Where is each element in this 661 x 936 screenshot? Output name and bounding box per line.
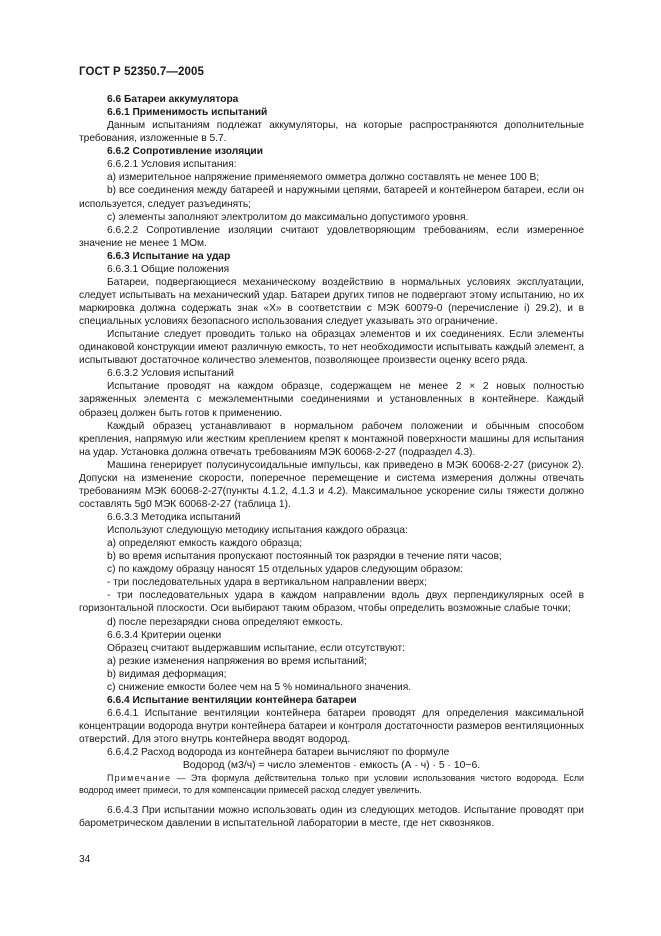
section-heading-6-6-3: 6.6.3 Испытание на удар bbox=[107, 250, 231, 262]
subsection-title: 6.6.3.3 Методика испытаний bbox=[107, 512, 241, 523]
list-item: c) по каждому образцу наносят 15 отдельных ударов следующим образом: bbox=[107, 564, 464, 576]
paragraph: Данным испытаниям подлежат аккумуляторы, на которые распространяются дополнительные требования, изложенные в 5.7. bbox=[79, 120, 584, 145]
list-item: c) снижение емкости более чем на 5 % номинального значения. bbox=[107, 681, 412, 693]
note bbox=[79, 772, 584, 796]
list-item: a) определяют емкость каждого образца; bbox=[107, 538, 303, 550]
paragraph: Образец считают выдержавшим испытание, если отсутствуют: bbox=[107, 642, 405, 654]
subsection-title: 6.6.3.4 Критерии оценки bbox=[107, 629, 222, 641]
list-item: b) видимая деформация; bbox=[107, 668, 227, 680]
list-item: c) элементы заполняют электролитом до максимально допустимого уровня. bbox=[107, 211, 469, 223]
list-item: a) измерительное напряжение применяемого омметра должно составлять не менее 100 В; bbox=[107, 172, 540, 184]
list-item: a) резкие изменения напряжения во время испытаний; bbox=[107, 655, 367, 667]
section-heading-6-6-4: 6.6.4 Испытание вентиляции контейнера батареи bbox=[107, 694, 357, 706]
list-item: b) все соединения между батареей и наружными цепями, батареей и контейнером батареи, если он используется, следует разъединять; bbox=[79, 185, 584, 210]
paragraph: 6.6.4.1 Испытание вентиляции контейнера батареи проводят для определения максимальной концентрации водорода внутри контейнера батареи и контроля достаточности размеров вентиляционных отверстий. Для этого внутрь контейнера вводят водород. bbox=[79, 707, 584, 746]
paragraph: 6.6.4.2 Расход водорода из контейнера батареи вычисляют по формуле bbox=[107, 747, 450, 759]
subsection-title: 6.6.3.1 Общие положения bbox=[107, 263, 230, 275]
spacer bbox=[79, 796, 584, 804]
section-heading-6-6: 6.6 Батареи аккумулятора bbox=[107, 94, 239, 105]
paragraph: Испытание проводят на каждом образце, содержащем не менее 2 × 2 новых полностью заряженных элемента с межэлементными соединениями и установленных в контейнере. Каждый образец должен быть готов к применению. bbox=[79, 381, 584, 419]
paragraph: Батареи, подвергающиеся механическому воздействию в нормальных условиях эксплуатации, следует испытывать на механический удар. Батареи других типов не подвергают этому испытанию, но их маркировка должна содержать знак «Х» в соответствии с МЭК 60079-0 (перечисление i) 29.2), и в специальных условиях безопасного использования следует указывать это ограничение. bbox=[79, 276, 584, 328]
paragraph: 6.6.2.2 Сопротивление изоляции считают удовлетворяющим требованиям, если измеренное значение не менее 1 МОм. bbox=[79, 224, 584, 249]
paragraph: Каждый образец устанавливают в нормальном рабочем положении и обычным способом крепления, напрямую или жестким креплением крепят к монтажной поверхности машины для испытания на удар. Установка должна отвечать требованиям МЭК 60068-2-27 (подраздел 4.3). bbox=[79, 420, 584, 458]
hydrogen-formula: Водород (м3/ч) = число элементов · емкость (А · ч) · 5 · 10−6. bbox=[182, 760, 481, 772]
paragraph: Испытание следует проводить только на образцах элементов и их соединениях. Если элементы одинаковой конструкции имеют различную емкость, то нет необходимости испытывать каждый элемент, а испытывают достаточное количество элементов, позволяющее произвести оценку всего ряда. bbox=[79, 329, 584, 367]
paragraph: Используют следующую методику испытания каждого образца: bbox=[107, 525, 408, 537]
section-heading-6-6-1: 6.6.1 Применимость испытаний bbox=[107, 107, 268, 119]
paragraph: 6.6.4.3 При испытании можно использовать один из следующих методов. Испытание проводят при барометрическом давлении в испытательной лаборатории в месте, где нет сквозняков. bbox=[79, 805, 584, 830]
list-item: b) во время испытания пропускают постоянный ток разрядки в течение пяти часов; bbox=[107, 551, 502, 563]
document-header: ГОСТ Р 52350.7—2005 bbox=[79, 66, 204, 78]
list-item: d) после перезарядки снова определяют емкость. bbox=[107, 616, 344, 628]
note-label: Примечание bbox=[107, 773, 172, 784]
document-body bbox=[79, 93, 584, 830]
paragraph: 6.6.2.1 Условия испытания: bbox=[107, 159, 237, 171]
note-text: — Эта формула действительна только при условии использования чистого водорода. Если водород имеет примеси, то для компенсации примесей расход следует увеличить. bbox=[79, 773, 584, 796]
section-heading-6-6-2: 6.6.2 Сопротивление изоляции bbox=[107, 146, 263, 158]
paragraph: Машина генерирует полусинусоидальные импульсы, как приведено в МЭК 60068-2-27 (рисунок 2). Допуски на изменение скорости, поперечное перемещение и система измерения должны отвечать требованиям МЭК 60068-2-27(пункты 4.1.2, 4.1.3 и 4.2). Максимальное ускорение силы тяжести должно составлять 5g0 МЭК 60068-2-27 (таблица 1). bbox=[79, 459, 584, 510]
list-item: - три последовательных удара в вертикальном направлении вверх; bbox=[107, 577, 427, 589]
list-item: - три последовательных удара в каждом направлении вдоль двух перпендикулярных осей в горизонтальной плоскости. Оси выбирают таким образом, чтобы определить возможные слабые точки; bbox=[79, 590, 584, 615]
subsection-title: 6.6.3.2 Условия испытаний bbox=[107, 368, 234, 380]
page-number: 34 bbox=[79, 854, 91, 865]
